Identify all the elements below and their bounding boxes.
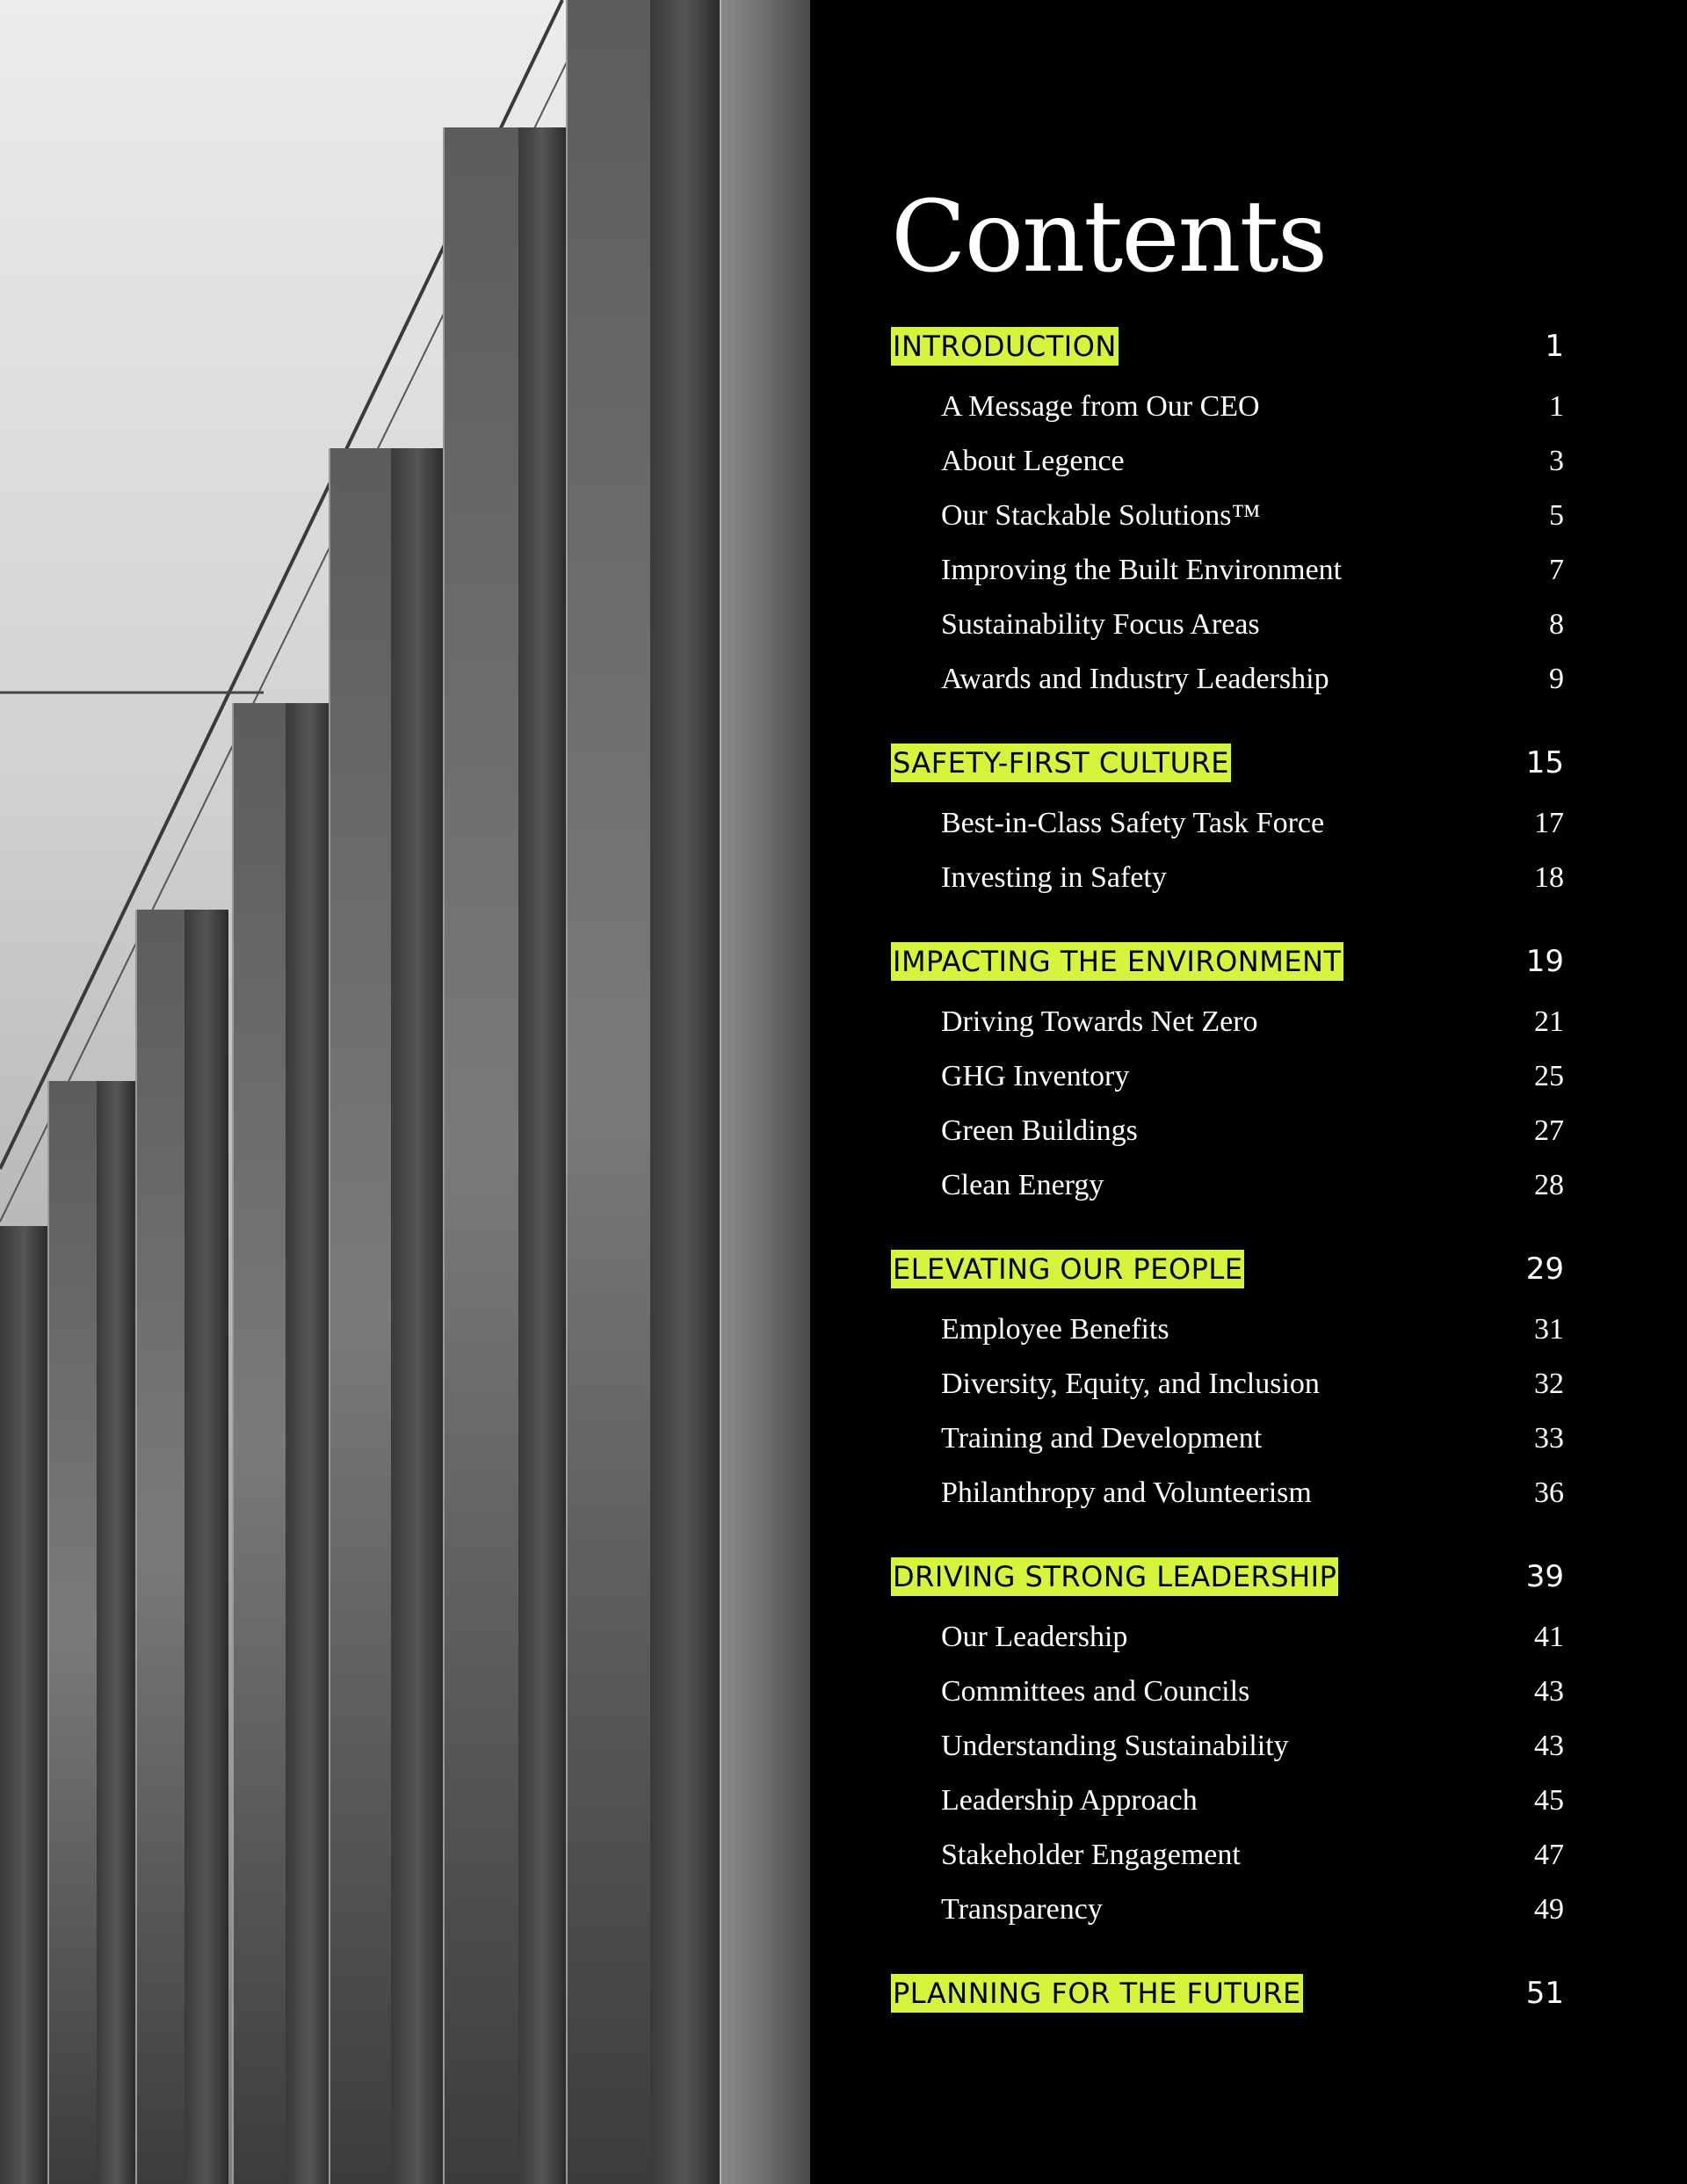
toc-section-heading[interactable] [891,1246,1564,1292]
toc-item[interactable] [891,1466,1564,1520]
toc-item[interactable] [891,995,1564,1049]
section-label: INTRODUCTION [891,327,1119,366]
toc-section-heading[interactable] [891,939,1564,984]
section-page-number: 39 [1525,1559,1564,1594]
building-facade-photo [0,0,810,2184]
section-label: DRIVING STRONG LEADERSHIP [891,1557,1338,1596]
toc-item-page: 41 [1534,1621,1564,1653]
toc-item[interactable] [891,1665,1564,1719]
toc-item-label: Awards and Industry Leadership [941,663,1329,695]
toc-item-label: Our Stackable Solutions™ [941,499,1261,532]
table-of-contents [891,323,1564,2050]
toc-item-label: Best-in-Class Safety Task Force [941,807,1325,839]
toc-item-label: Transparency [941,1893,1103,1926]
toc-item[interactable] [891,1719,1564,1774]
toc-item-page: 28 [1534,1169,1564,1201]
toc-item[interactable] [891,1049,1564,1104]
toc-item[interactable] [891,598,1564,652]
toc-item[interactable] [891,1610,1564,1665]
toc-item-page: 1 [1549,390,1564,423]
toc-item-label: Green Buildings [941,1114,1138,1147]
toc-item-page: 7 [1549,554,1564,586]
toc-item-label: About Legence [941,445,1125,477]
toc-item-label: Driving Towards Net Zero [941,1005,1258,1038]
toc-item[interactable] [891,1883,1564,1937]
toc-item[interactable] [891,489,1564,543]
toc-item[interactable] [891,796,1564,851]
section-page-number: 29 [1525,1252,1564,1287]
toc-section [891,740,1564,905]
toc-item-page: 3 [1549,445,1564,477]
toc-item-label: Investing in Safety [941,861,1167,894]
toc-section [891,1246,1564,1520]
toc-item-page: 18 [1534,861,1564,894]
toc-item-page: 43 [1534,1730,1564,1762]
toc-item-label: Leadership Approach [941,1784,1198,1817]
section-page-number: 19 [1525,944,1564,979]
section-label: ELEVATING OUR PEOPLE [891,1250,1244,1288]
toc-item[interactable] [891,543,1564,598]
toc-item-page: 9 [1549,663,1564,695]
toc-item-page: 32 [1534,1368,1564,1400]
toc-item-label: GHG Inventory [941,1060,1130,1092]
toc-item-label: Our Leadership [941,1621,1128,1653]
toc-item-page: 45 [1534,1784,1564,1817]
toc-item-label: Improving the Built Environment [941,554,1343,586]
section-label: IMPACTING THE ENVIRONMENT [891,942,1343,981]
toc-item-page: 8 [1549,608,1564,641]
section-label: PLANNING FOR THE FUTURE [891,1974,1303,2013]
contents-panel [810,0,1687,2184]
toc-item-page: 36 [1534,1477,1564,1509]
toc-item[interactable] [891,380,1564,434]
toc-item[interactable] [891,1828,1564,1883]
toc-item-page: 47 [1534,1839,1564,1871]
toc-item-page: 49 [1534,1893,1564,1926]
toc-item[interactable] [891,1411,1564,1466]
toc-item[interactable] [891,434,1564,489]
toc-section-heading[interactable] [891,1554,1564,1600]
toc-section [891,323,1564,707]
toc-item-page: 21 [1534,1005,1564,1038]
toc-section-heading[interactable] [891,740,1564,786]
toc-item[interactable] [891,652,1564,707]
section-label: SAFETY-FIRST CULTURE [891,744,1231,782]
facade-fins-illustration [0,0,810,2184]
toc-section-heading[interactable] [891,323,1564,369]
section-page-number: 15 [1525,745,1564,780]
toc-section-heading[interactable] [891,1970,1564,2016]
toc-item[interactable] [891,1774,1564,1828]
toc-section [891,939,1564,1213]
toc-item-page: 31 [1534,1313,1564,1346]
section-page-number: 1 [1545,329,1564,364]
toc-item-label: Sustainability Focus Areas [941,608,1260,641]
toc-item-page: 43 [1534,1675,1564,1708]
toc-item-page: 25 [1534,1060,1564,1092]
toc-item-label: Stakeholder Engagement [941,1839,1241,1871]
toc-item-label: Clean Energy [941,1169,1104,1201]
toc-item-label: Training and Development [941,1422,1263,1455]
toc-item-label: Diversity, Equity, and Inclusion [941,1368,1320,1400]
toc-item-page: 27 [1534,1114,1564,1147]
toc-item-label: Understanding Sustainability [941,1730,1289,1762]
toc-item[interactable] [891,1104,1564,1158]
toc-item[interactable] [891,1158,1564,1213]
toc-item-page: 17 [1534,807,1564,839]
toc-item-page: 33 [1534,1422,1564,1455]
toc-item-page: 5 [1549,499,1564,532]
section-page-number: 51 [1525,1976,1564,2011]
toc-section [891,1970,1564,2016]
toc-item[interactable] [891,851,1564,905]
toc-item[interactable] [891,1357,1564,1411]
toc-item-label: Philanthropy and Volunteerism [941,1477,1312,1509]
toc-section [891,1554,1564,1937]
page-title: Contents [891,180,1327,294]
toc-item-label: Employee Benefits [941,1313,1169,1346]
toc-item[interactable] [891,1302,1564,1357]
toc-item-label: Committees and Councils [941,1675,1250,1708]
toc-item-label: A Message from Our CEO [941,390,1260,423]
